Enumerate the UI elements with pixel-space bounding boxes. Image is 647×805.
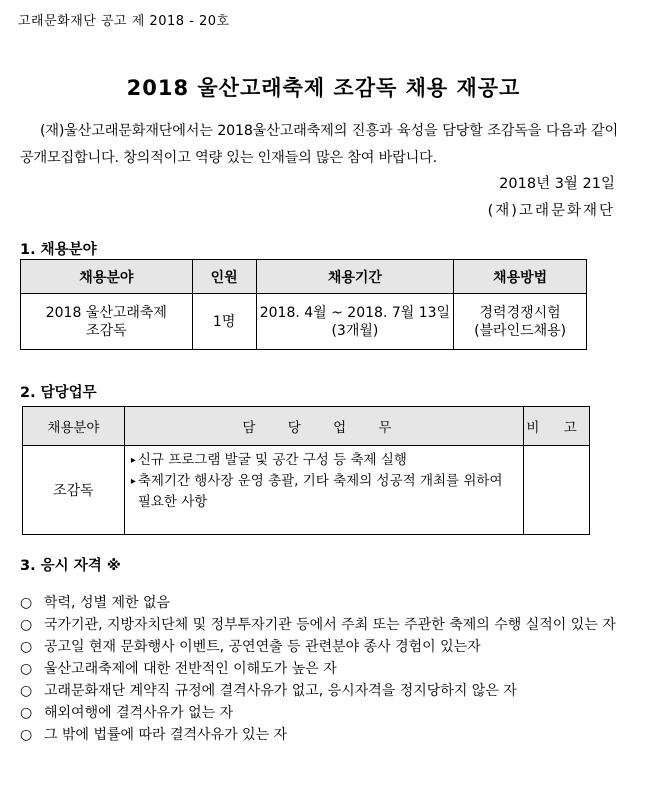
circle-bullet-icon: ○ <box>20 683 33 699</box>
cell-method-line1: 경력경쟁시험 <box>479 304 561 321</box>
cell-field-line1: 2018 울산고래축제 <box>45 304 167 321</box>
table-header-row <box>23 407 590 446</box>
circle-bullet-icon: ○ <box>20 705 33 721</box>
circle-bullet-icon: ○ <box>20 639 33 655</box>
qualification-text: 그 밖에 법률에 따라 결격사유가 있는 자 <box>44 727 288 743</box>
page-title: 2018 울산고래축제 조감독 채용 재공고 <box>126 76 521 100</box>
cell-count: 1명 <box>192 294 256 350</box>
column-header-period: 채용기간 <box>256 260 454 294</box>
triangle-bullet-icon: ▸ <box>130 455 136 466</box>
qualification-text: 울산고래축제에 대한 전반적인 이해도가 높은 자 <box>44 661 337 677</box>
circle-bullet-icon: ○ <box>20 727 33 743</box>
section-heading-duties: 2. 담당업무 <box>20 385 97 401</box>
cell-field-line2: 조감독 <box>86 322 127 339</box>
duty-text: 신규 프로그램 발굴 및 공간 구성 등 축제 실행 <box>137 452 407 468</box>
organization-name: (재)고래문화재단 <box>487 203 615 219</box>
qualifications-list <box>20 592 625 746</box>
circle-bullet-icon: ○ <box>20 595 33 611</box>
section-heading-qualifications: 3. 응시 자격 ※ <box>20 558 121 574</box>
cell-duties <box>124 446 523 535</box>
list-item <box>20 724 625 746</box>
column-header-note: 비 고 <box>524 407 590 446</box>
notice-date: 2018년 3월 21일 <box>499 176 615 192</box>
qualification-text: 고래문화재단 계약직 규정에 결격사유가 없고, 응시자격을 정지당하지 않은 자 <box>44 683 517 699</box>
cell-method <box>454 294 587 350</box>
qualification-text: 국가기관, 지방자치단체 및 정부투자기관 등에서 주최 또는 주관한 축제의 수행 실적이 있는 자 <box>44 617 616 633</box>
list-item <box>20 658 625 680</box>
column-header-count: 인원 <box>192 260 256 294</box>
recruitment-table <box>20 259 587 350</box>
cell-period-line2: (3개월) <box>331 322 379 339</box>
section-heading-recruitment-field: 1. 채용분야 <box>20 242 97 258</box>
column-header-method: 채용방법 <box>454 260 587 294</box>
cell-field: 조감독 <box>23 446 125 535</box>
qualification-text: 학력, 성별 제한 없음 <box>44 595 170 611</box>
duty-item <box>131 471 517 513</box>
cell-period <box>256 294 454 350</box>
list-item <box>20 680 625 702</box>
qualification-text: 해외여행에 결격사유가 없는 자 <box>44 705 234 721</box>
circle-bullet-icon: ○ <box>20 617 33 633</box>
intro-paragraph: (재)울산고래문화재단에서는 2018울산고래축제의 진흥과 육성을 담당할 조감독을 다음과 같이 공개모집합니다. 창의적이고 역량 있는 인재들의 많은 참여 바랍니다. <box>20 123 618 166</box>
triangle-bullet-icon: ▸ <box>130 476 136 487</box>
qualification-text: 공고일 현재 문화행사 이벤트, 공연연출 등 관련분야 종사 경험이 있는자 <box>44 639 481 655</box>
column-header-field: 채용분야 <box>23 407 125 446</box>
duty-text: 축제기간 행사장 운영 총괄, 기타 축제의 성공적 개최를 위하여 필요한 사항 <box>137 473 503 510</box>
list-item <box>20 614 625 636</box>
list-item <box>20 592 625 614</box>
cell-period-line1: 2018. 4월 ~ 2018. 7월 13일 <box>259 304 451 321</box>
cell-note <box>524 446 590 535</box>
table-header-row <box>21 260 587 294</box>
table-row <box>21 294 587 350</box>
table-row <box>23 446 590 535</box>
cell-field <box>21 294 193 350</box>
list-item <box>20 636 625 658</box>
column-header-field: 채용분야 <box>21 260 193 294</box>
circle-bullet-icon: ○ <box>20 661 33 677</box>
notice-number: 고래문화재단 공고 제 2018 - 20호 <box>18 14 230 29</box>
list-item <box>20 702 625 724</box>
column-header-duties: 담 당 업 무 <box>124 407 523 446</box>
duties-table <box>22 406 590 535</box>
duty-item <box>131 450 517 471</box>
cell-method-line2: (블라인드채용) <box>474 322 567 339</box>
